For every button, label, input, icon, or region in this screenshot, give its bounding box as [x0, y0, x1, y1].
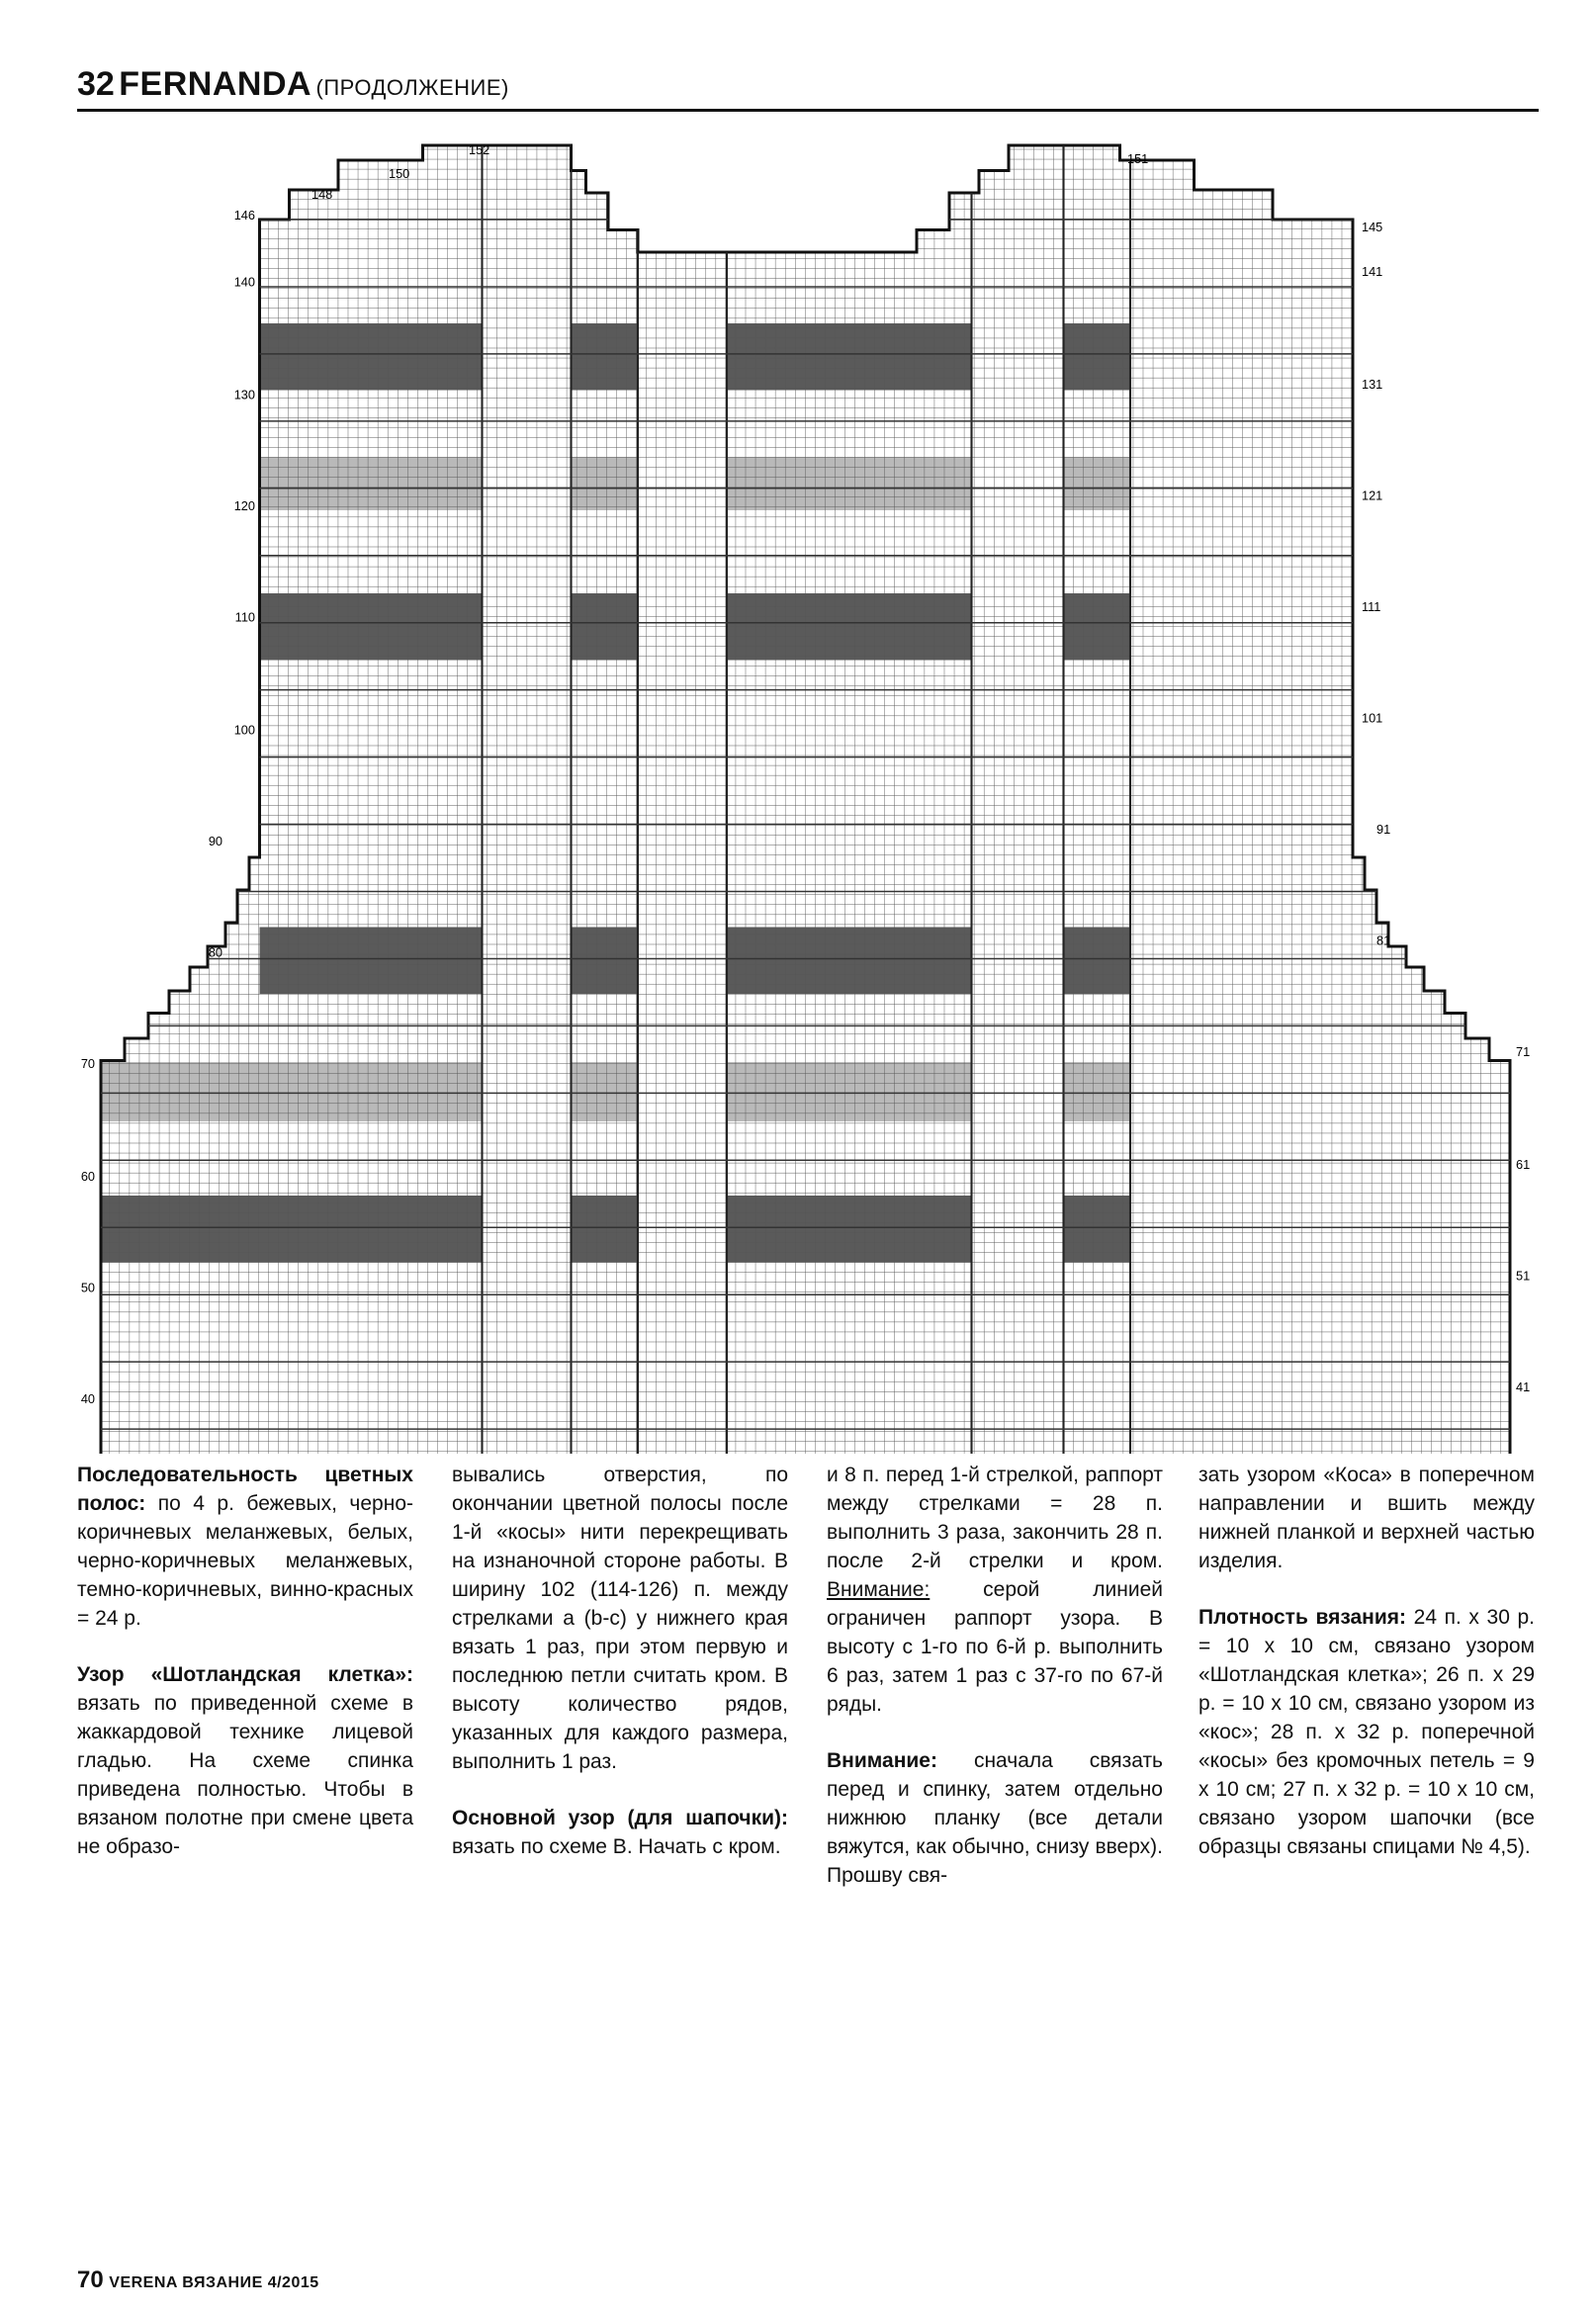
stripe-sequence — [77, 1461, 413, 1633]
gauge — [1198, 1603, 1535, 1861]
row-label-right: 61 — [1516, 1157, 1531, 1172]
stripe-sequence-title: Последовательность цветных полос: — [77, 1464, 413, 1515]
col3-attention — [827, 1746, 1163, 1890]
main-pattern-text: вязать по схеме B. Начать с кром. — [452, 1835, 781, 1858]
top-label: 148 — [311, 187, 333, 202]
row-label-left: 60 — [80, 1169, 95, 1184]
row-label-left: 146 — [233, 208, 255, 222]
text-column-4 — [1198, 1461, 1535, 1889]
row-label-left: 140 — [233, 274, 255, 290]
scottish-check-title: Узор «Шотландская клетка»: — [77, 1663, 413, 1686]
top-label: 150 — [389, 166, 410, 181]
row-label-left: 120 — [233, 498, 255, 513]
page-number: 70 — [77, 2267, 104, 2293]
row-label-right: 101 — [1362, 710, 1383, 726]
row-label-right: 81 — [1376, 933, 1391, 948]
main-pattern-title: Основной узор (для шапочки): — [452, 1807, 788, 1829]
col3-repeat — [827, 1461, 1163, 1719]
row-label-right: 41 — [1516, 1379, 1531, 1394]
row-label-left: 80 — [208, 944, 222, 960]
gauge-text: 24 п. х 30 р. = 10 х 10 см, связано узором «Шотландская клетка»; 26 п. х 29 р. = 10 х 10 см, связано узором из «кос»; 28 п. х 32 р. поперечной «косы» без кромочных петель = 9 х 10 см; 27 п. х 32 р. = 10 х 10 см, связано узором шапочки (все образцы связаны спицами № 4,5). — [1198, 1606, 1535, 1858]
top-label: 152 — [469, 142, 490, 157]
row-label-left: 70 — [80, 1056, 95, 1071]
row-label-right: 131 — [1362, 377, 1383, 392]
instructions — [77, 1461, 1539, 2232]
row-label-left: 90 — [208, 834, 222, 848]
row-label-left: 50 — [80, 1280, 95, 1295]
col3-attention-text: сначала связать перед и спинку, затем отдельно нижнюю планку (все детали вяжутся, как обычно, снизу вверх). Прошву свя- — [827, 1749, 1163, 1887]
row-label-right: 141 — [1362, 264, 1383, 279]
col2-continued: вывались отверстия, по окончании цветной полосы после 1-й «косы» нити перекрещивать на изнаночной стороне работы. В ширину 102 (114-126) п. между стрелками a (b-c) у нижнего края вязать 1 раз, при этом первую и последнюю петли считать кром. В высоту количество рядов, указанных для каждого размера, выполнить 1 раз. — [452, 1464, 788, 1773]
main-pattern — [452, 1804, 788, 1861]
row-label-left: 130 — [233, 387, 255, 402]
text-column-1 — [77, 1461, 413, 1889]
top-label: 151 — [1127, 151, 1149, 166]
magazine-name: VERENA ВЯЗАНИЕ 4/2015 — [109, 2274, 319, 2291]
row-label-right: 71 — [1516, 1044, 1531, 1059]
page-footer — [77, 2267, 319, 2294]
row-label-left: 100 — [233, 722, 255, 738]
gauge-title: Плотность вязания: — [1198, 1606, 1407, 1629]
row-label-left: 40 — [80, 1391, 95, 1406]
text-column-3 — [827, 1461, 1163, 1917]
col3-attention-underlined: Внимание: — [827, 1578, 931, 1601]
continued-label: (ПРОДОЛЖЕНИЕ) — [315, 75, 509, 100]
row-label-right: 145 — [1362, 220, 1383, 234]
pattern-name: FERNANDA — [119, 65, 312, 103]
row-label-right: 111 — [1362, 599, 1381, 614]
row-label-right: 51 — [1516, 1268, 1531, 1284]
col3-repeat-text-2: серой линией ограничен раппорт узора. В высоту с 1-го по 6-й р. выполнить 6 раз, затем 1 раз с 37-го по 67-й ряды. — [827, 1578, 1163, 1716]
scottish-check — [77, 1660, 413, 1861]
col3-attention-title: Внимание: — [827, 1749, 937, 1772]
col3-repeat-text: и 8 п. перед 1-й стрелкой, раппорт между стрелками = 28 п. выполнить 3 раза, закончить 28 п. после 2-й стрелки и кром. — [827, 1464, 1163, 1572]
scottish-check-text: вязать по приведенной схеме в жаккардовой технике лицевой гладью. На схеме спинка приведена полностью. Чтобы в вязаном полотне при смене цвета не образо- — [77, 1692, 413, 1858]
stripe-sequence-text: по 4 р. бежевых, черно-коричневых меланжевых, белых, черно-коричневых меланжевых, темно-коричневых, винно-красных = 24 р. — [77, 1492, 413, 1630]
row-label-right: 91 — [1376, 822, 1391, 837]
row-label-right: 121 — [1362, 488, 1383, 503]
pattern-number: 32 — [77, 65, 115, 103]
col4-seam: зать узором «Коса» в поперечном направлении и вшить между нижней планкой и верхней частью изделия. — [1198, 1464, 1535, 1572]
row-label-left: 110 — [234, 609, 255, 625]
text-column-2 — [452, 1461, 788, 1889]
